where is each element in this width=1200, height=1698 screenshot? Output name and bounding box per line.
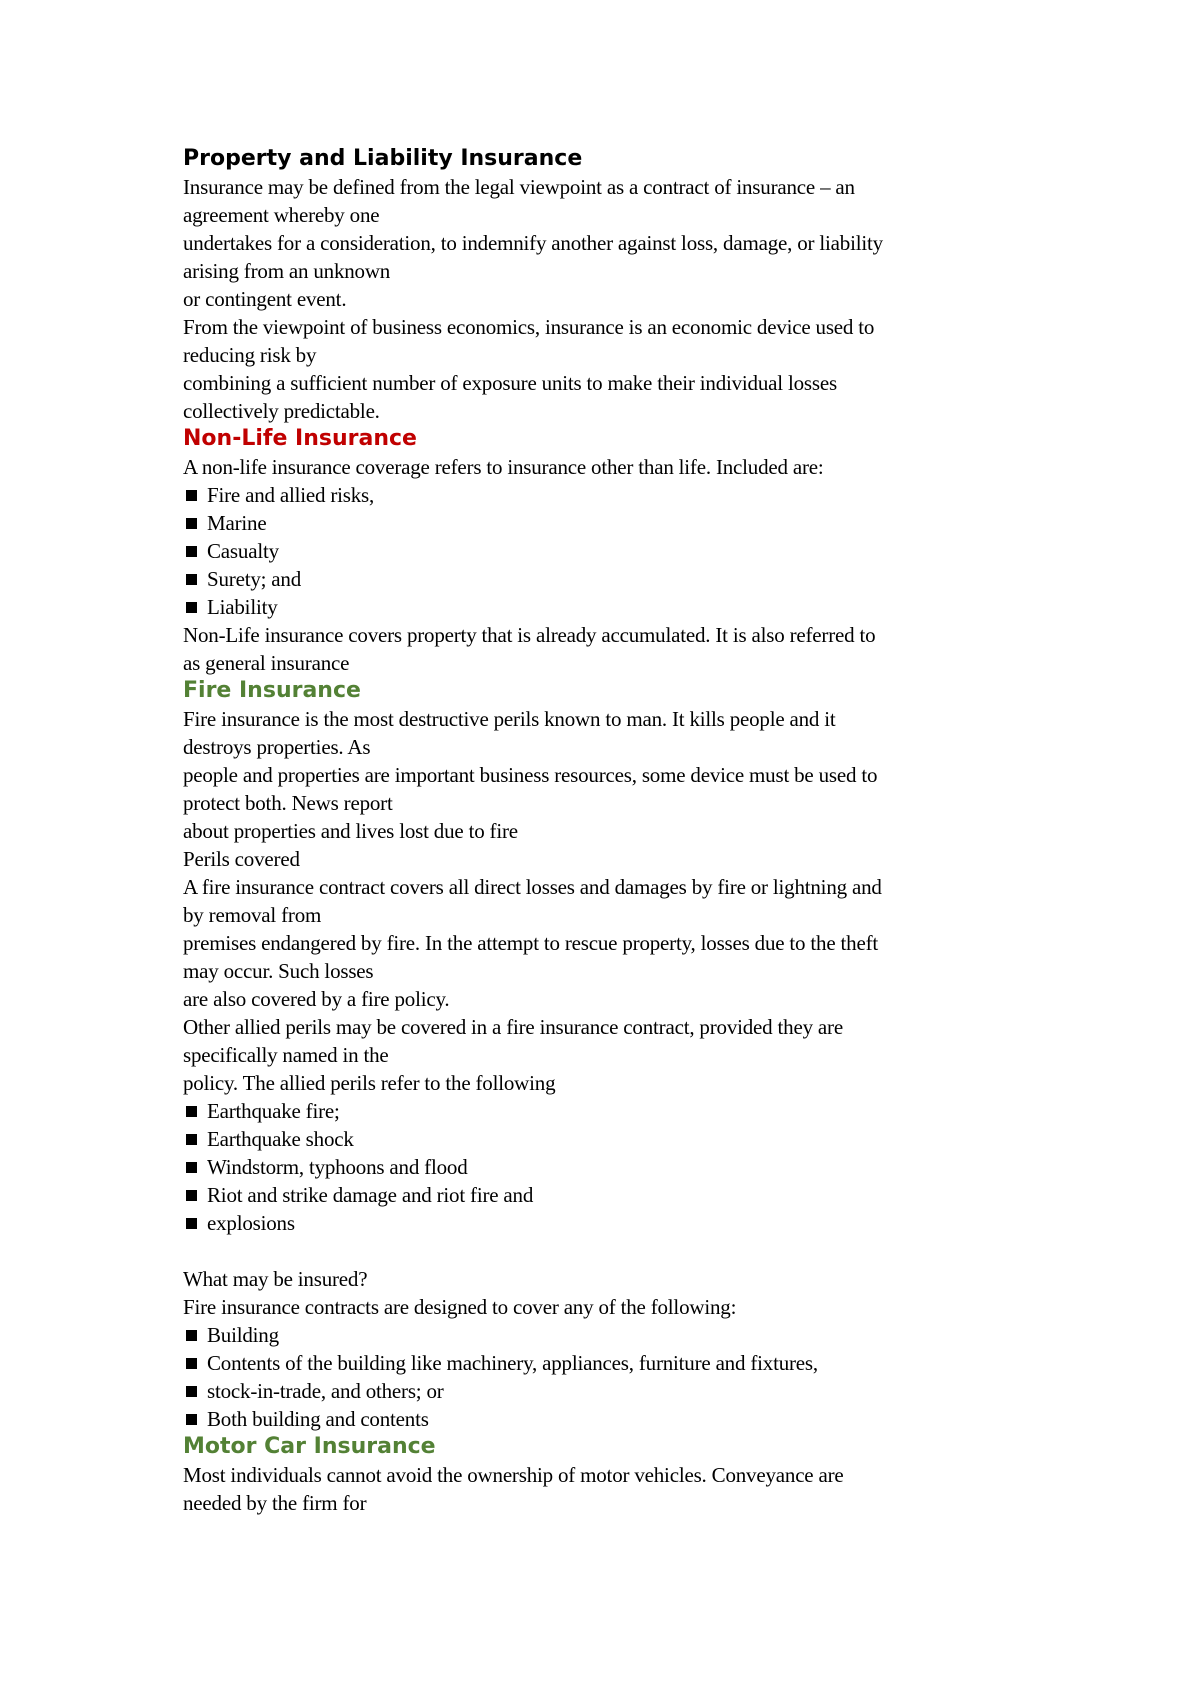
text-line: policy. The allied perils refer to the following	[183, 1071, 556, 1095]
text-line: about properties and lives lost due to fire	[183, 819, 518, 843]
square-bullet-icon	[186, 1218, 197, 1229]
fire-insurance-heading: Fire Insurance	[183, 678, 361, 703]
perils-covered-label: Perils covered	[183, 847, 300, 871]
text-line: needed by the firm for	[183, 1491, 367, 1515]
text-line: Insurance may be defined from the legal viewpoint as a contract of insurance – an	[183, 175, 855, 199]
covers-intro: Fire insurance contracts are designed to cover any of the following:	[183, 1295, 737, 1319]
list-item	[183, 1209, 1033, 1237]
non-life-list	[183, 481, 1033, 621]
text-line: or contingent event.	[183, 287, 347, 311]
text-line: reducing risk by	[183, 343, 317, 367]
cover-items-list	[183, 1321, 1033, 1433]
square-bullet-icon	[186, 1358, 197, 1369]
list-item-text: Windstorm, typhoons and flood	[207, 1155, 468, 1179]
list-item-text: Earthquake shock	[207, 1127, 354, 1151]
text-line: destroys properties. As	[183, 735, 371, 759]
square-bullet-icon	[186, 490, 197, 501]
list-item	[183, 537, 1033, 565]
non-life-heading: Non-Life Insurance	[183, 426, 417, 451]
text-line: protect both. News report	[183, 791, 393, 815]
blank-line	[183, 1237, 1033, 1265]
list-item-text: Earthquake fire;	[207, 1099, 340, 1123]
text-line: combining a sufficient number of exposure units to make their individual losses	[183, 371, 837, 395]
square-bullet-icon	[186, 1386, 197, 1397]
list-item	[183, 509, 1033, 537]
list-item-text: explosions	[207, 1211, 295, 1235]
text-line: A fire insurance contract covers all direct losses and damages by fire or lightning and	[183, 875, 882, 899]
intro-paragraph	[183, 173, 1033, 425]
list-item-text: Liability	[207, 595, 278, 619]
allied-perils-list	[183, 1097, 1033, 1237]
list-item	[183, 565, 1033, 593]
list-item	[183, 1097, 1033, 1125]
list-item	[183, 1349, 1033, 1377]
list-item-text: stock-in-trade, and others; or	[207, 1379, 444, 1403]
text-line: as general insurance	[183, 651, 350, 675]
text-line: premises endangered by fire. In the attempt to rescue property, losses due to the theft	[183, 931, 879, 955]
square-bullet-icon	[186, 602, 197, 613]
list-item-text: Riot and strike damage and riot fire and	[207, 1183, 534, 1207]
list-item	[183, 1181, 1033, 1209]
list-item	[183, 1125, 1033, 1153]
text-line: collectively predictable.	[183, 399, 380, 423]
text-line: Fire insurance is the most destructive perils known to man. It kills people and it	[183, 707, 836, 731]
list-item	[183, 1153, 1033, 1181]
perils-paragraph	[183, 873, 1033, 1097]
list-item-text: Fire and allied risks,	[207, 483, 375, 507]
list-item-text: Building	[207, 1323, 279, 1347]
square-bullet-icon	[186, 1106, 197, 1117]
text-line: Non-Life insurance covers property that is already accumulated. It is also referred to	[183, 623, 876, 647]
list-item	[183, 481, 1033, 509]
document-content	[183, 145, 1033, 1517]
document-title: Property and Liability Insurance	[183, 146, 583, 171]
text-line: Other allied perils may be covered in a fire insurance contract, provided they are	[183, 1015, 843, 1039]
list-item-text: Casualty	[207, 539, 279, 563]
text-line: may occur. Such losses	[183, 959, 374, 983]
square-bullet-icon	[186, 1414, 197, 1425]
text-line: undertakes for a consideration, to indemnify another against loss, damage, or liability	[183, 231, 883, 255]
motor-paragraph	[183, 1461, 1033, 1517]
fire-paragraph	[183, 705, 1033, 845]
text-line: people and properties are important business resources, some device must be used to	[183, 763, 878, 787]
text-line: specifically named in the	[183, 1043, 389, 1067]
square-bullet-icon	[186, 1330, 197, 1341]
text-line: Most individuals cannot avoid the ownership of motor vehicles. Conveyance are	[183, 1463, 844, 1487]
square-bullet-icon	[186, 1162, 197, 1173]
what-may-be-insured-question: What may be insured?	[183, 1267, 368, 1291]
text-line: agreement whereby one	[183, 203, 380, 227]
square-bullet-icon	[186, 518, 197, 529]
list-item	[183, 1405, 1033, 1433]
square-bullet-icon	[186, 546, 197, 557]
text-line: arising from an unknown	[183, 259, 391, 283]
non-life-intro: A non-life insurance coverage refers to insurance other than life. Included are:	[183, 455, 824, 479]
square-bullet-icon	[186, 1190, 197, 1201]
list-item-text: Marine	[207, 511, 267, 535]
text-line: are also covered by a fire policy.	[183, 987, 450, 1011]
square-bullet-icon	[186, 574, 197, 585]
list-item-text: Surety; and	[207, 567, 302, 591]
list-item	[183, 1377, 1033, 1405]
list-item-text: Contents of the building like machinery, appliances, furniture and fixtures,	[207, 1351, 818, 1375]
list-item-text: Both building and contents	[207, 1407, 429, 1431]
list-item	[183, 1321, 1033, 1349]
square-bullet-icon	[186, 1134, 197, 1145]
motor-car-heading: Motor Car Insurance	[183, 1434, 436, 1459]
list-item	[183, 593, 1033, 621]
text-line: From the viewpoint of business economics, insurance is an economic device used to	[183, 315, 875, 339]
text-line: by removal from	[183, 903, 322, 927]
